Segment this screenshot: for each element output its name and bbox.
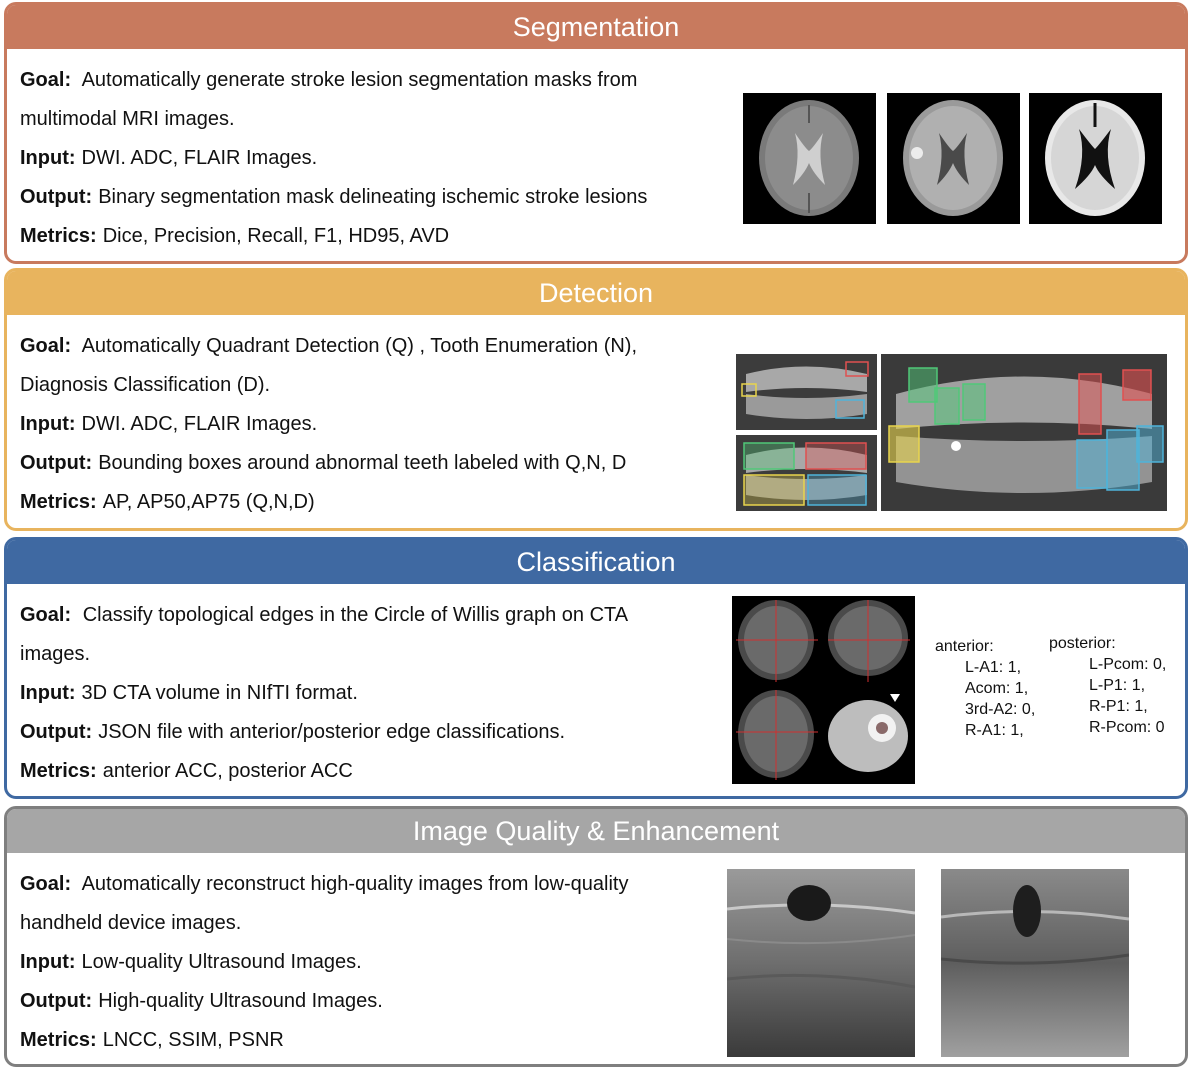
detection-title: Detection bbox=[7, 271, 1185, 315]
output-text: Bounding boxes around abnormal teeth labeled with Q,N, D bbox=[98, 452, 627, 474]
enhancement-text bbox=[20, 865, 720, 1060]
metrics-text: LNCC, SSIM, PSNR bbox=[102, 1029, 284, 1051]
goal-label: Goal: bbox=[20, 604, 72, 626]
enhancement-panel bbox=[4, 806, 1188, 1067]
output-text: High-quality Ultrasound Images. bbox=[98, 990, 383, 1012]
input-label: Input: bbox=[20, 147, 76, 169]
ultrasound-low-quality-image bbox=[727, 869, 915, 1057]
cta-multiview-image bbox=[732, 596, 915, 784]
edge-3rd-a2: 3rd-A2: 0, bbox=[965, 701, 1036, 718]
goal-text: Automatically generate stroke lesion segmentation masks from bbox=[81, 69, 638, 91]
posterior-heading: posterior: bbox=[1049, 635, 1116, 652]
metrics-text: AP, AP50,AP75 (Q,N,D) bbox=[102, 491, 315, 513]
goal-text: Automatically reconstruct high-quality images from low-quality bbox=[81, 873, 629, 895]
dental-xray-large bbox=[881, 354, 1167, 511]
output-text: JSON file with anterior/posterior edge classifications. bbox=[98, 721, 566, 743]
goal-label: Goal: bbox=[20, 873, 72, 895]
edge-r-p1: R-P1: 1, bbox=[1089, 698, 1148, 715]
input-text: Low-quality Ultrasound Images. bbox=[81, 951, 362, 973]
goal-label: Goal: bbox=[20, 69, 72, 91]
goal-text-cont: Diagnosis Classification (D). bbox=[20, 374, 271, 396]
metrics-text: Dice, Precision, Recall, F1, HD95, AVD bbox=[102, 225, 450, 247]
goal-text: Classify topological edges in the Circle of Willis graph on CTA bbox=[82, 604, 629, 626]
metrics-label: Metrics: bbox=[20, 1029, 97, 1051]
anterior-heading: anterior: bbox=[935, 638, 994, 655]
input-text: 3D CTA volume in NIfTI format. bbox=[81, 682, 358, 704]
output-label: Output: bbox=[20, 721, 93, 743]
metrics-label: Metrics: bbox=[20, 760, 97, 782]
edge-l-a1: L-A1: 1, bbox=[965, 659, 1022, 676]
detection-text bbox=[20, 327, 720, 522]
edge-l-p1: L-P1: 1, bbox=[1089, 677, 1146, 694]
segmentation-text bbox=[20, 61, 720, 256]
ultrasound-high-quality-image bbox=[941, 869, 1129, 1057]
input-text: DWI. ADC, FLAIR Images. bbox=[81, 413, 318, 435]
input-text: DWI. ADC, FLAIR Images. bbox=[81, 147, 318, 169]
classification-title: Classification bbox=[7, 540, 1185, 584]
output-label: Output: bbox=[20, 452, 93, 474]
mri-adc-image bbox=[887, 93, 1020, 224]
output-label: Output: bbox=[20, 990, 93, 1012]
posterior-edges bbox=[1049, 633, 1166, 738]
segmentation-panel bbox=[4, 2, 1188, 264]
edge-r-pcom: R-Pcom: 0 bbox=[1089, 719, 1165, 736]
metrics-text: anterior ACC, posterior ACC bbox=[102, 760, 353, 782]
metrics-label: Metrics: bbox=[20, 491, 97, 513]
classification-panel bbox=[4, 537, 1188, 799]
input-label: Input: bbox=[20, 413, 76, 435]
detection-panel bbox=[4, 268, 1188, 531]
dental-xray-small-bottom bbox=[736, 435, 877, 511]
edge-l-pcom: L-Pcom: 0, bbox=[1089, 656, 1167, 673]
segmentation-title: Segmentation bbox=[7, 5, 1185, 49]
goal-label: Goal: bbox=[20, 335, 72, 357]
classification-text bbox=[20, 596, 720, 791]
metrics-label: Metrics: bbox=[20, 225, 97, 247]
goal-text-cont: multimodal MRI images. bbox=[20, 108, 235, 130]
edge-acom: Acom: 1, bbox=[965, 680, 1029, 697]
mri-flair-image bbox=[1029, 93, 1162, 224]
goal-text-cont: images. bbox=[20, 643, 91, 665]
goal-text: Automatically Quadrant Detection (Q) , Tooth Enumeration (N), bbox=[81, 335, 638, 357]
edge-r-a1: R-A1: 1, bbox=[965, 722, 1024, 739]
enhancement-title: Image Quality & Enhancement bbox=[7, 809, 1185, 853]
goal-text-cont: handheld device images. bbox=[20, 912, 242, 934]
mri-dwi-image bbox=[743, 93, 876, 224]
anterior-edges bbox=[935, 636, 1035, 741]
input-label: Input: bbox=[20, 951, 76, 973]
output-label: Output: bbox=[20, 186, 93, 208]
input-label: Input: bbox=[20, 682, 76, 704]
dental-xray-small-top bbox=[736, 354, 877, 430]
output-text: Binary segmentation mask delineating ischemic stroke lesions bbox=[98, 186, 648, 208]
